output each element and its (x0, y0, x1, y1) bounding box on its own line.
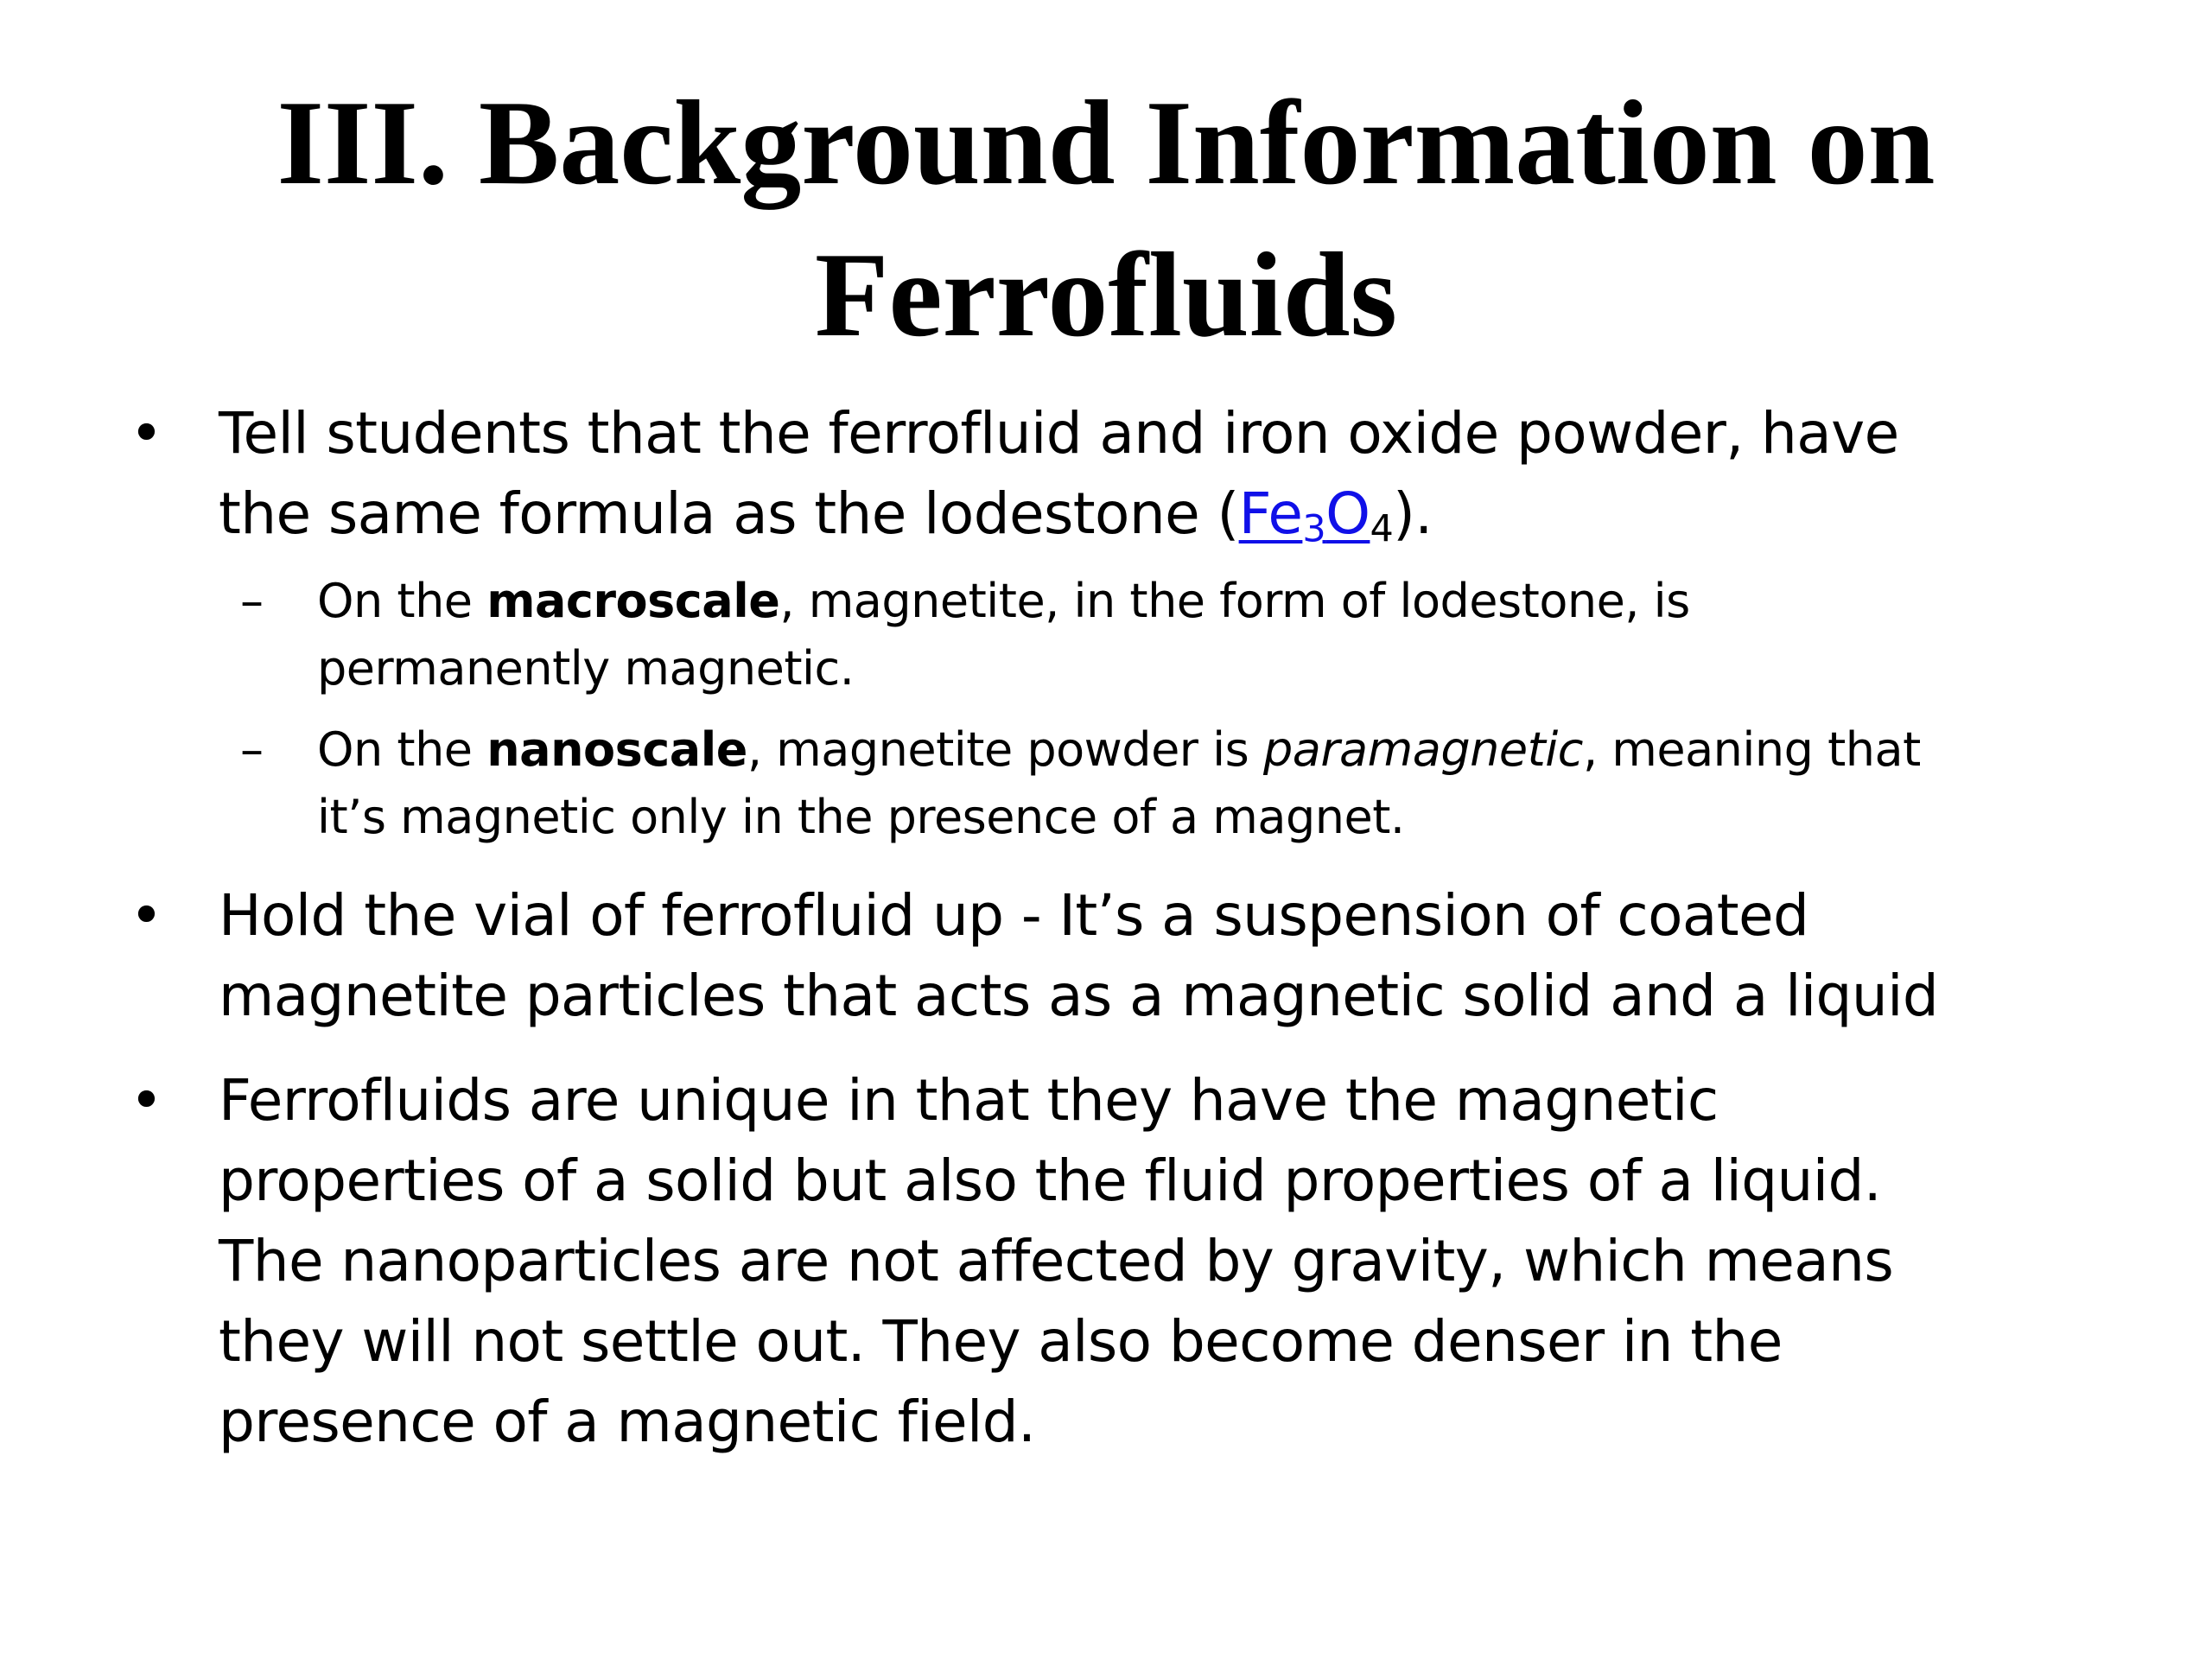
bullet-unique-line-4: they will not settle out. They also become denser in the (219, 1308, 1783, 1375)
sub-bullet-macroscale-post-2: permanently magnetic. (317, 641, 855, 696)
term-nanoscale: nanoscale (486, 722, 747, 777)
sub-bullet-nanoscale-post-2: it’s magnetic only in the presence of a magnet. (317, 790, 1405, 844)
sub-bullet-dash: – (240, 722, 264, 777)
formula-fe: Fe (1238, 480, 1303, 547)
bullet-marker: • (130, 882, 163, 949)
bullet-vial-line-2: magnetite particles that acts as a magnetic solid and a liquid (219, 963, 1939, 1029)
bullet-unique-line-3: The nanoparticles are not affected by gravity, which means (219, 1228, 1894, 1294)
sub-bullet-nanoscale-pre: On the (317, 722, 487, 777)
sub-bullet-nanoscale-mid: , magnetite powder is (747, 722, 1263, 777)
formula-link[interactable] (1238, 480, 1370, 551)
sub-bullet-nanoscale-post-1: , meaning that (1582, 722, 1921, 777)
bullet-vial-line-1: Hold the vial of ferrofluid up - It’s a suspension of coated (219, 882, 1809, 949)
bullet-unique-line-5: presence of a magnetic field. (219, 1389, 1036, 1455)
term-paramagnetic: paramagnetic (1262, 722, 1583, 777)
bullet-formula-line-1: Tell students that the ferrofluid and iron oxide powder, have (219, 400, 1899, 467)
term-macroscale: macroscale (486, 574, 780, 628)
slide-body (130, 393, 2082, 1462)
bullet-marker: • (130, 1067, 163, 1134)
bullet-vial (130, 875, 2082, 1036)
sub-bullet-macroscale-post-1: , magnetite, in the form of lodestone, is (779, 574, 1690, 628)
sub-bullet-macroscale-pre: On the (317, 574, 487, 628)
bullet-unique (130, 1060, 2082, 1462)
slide-title (173, 67, 2039, 372)
bullet-unique-line-2: properties of a solid but also the fluid properties of a liquid. (219, 1147, 1882, 1214)
bullet-unique-line-1: Ferrofluids are unique in that they have the magnetic (219, 1067, 1719, 1134)
slide-title-line-2: Ferrofluids (814, 228, 1398, 362)
bullet-formula-line-2-post: ). (1393, 480, 1433, 547)
formula-sub-3: 3 (1302, 507, 1326, 551)
bullet-marker: • (130, 400, 163, 467)
slide-title-line-1: III. Background Information on (276, 76, 1936, 210)
bullet-formula (130, 393, 2082, 554)
formula-sub-4: 4 (1370, 507, 1394, 551)
sub-bullet-nanoscale (130, 716, 2082, 851)
sub-bullet-dash: – (240, 574, 264, 628)
sub-bullet-macroscale (130, 568, 2082, 702)
bullet-formula-line-2-pre: the same formula as the lodestone ( (219, 480, 1239, 547)
formula-o: O (1325, 480, 1370, 547)
